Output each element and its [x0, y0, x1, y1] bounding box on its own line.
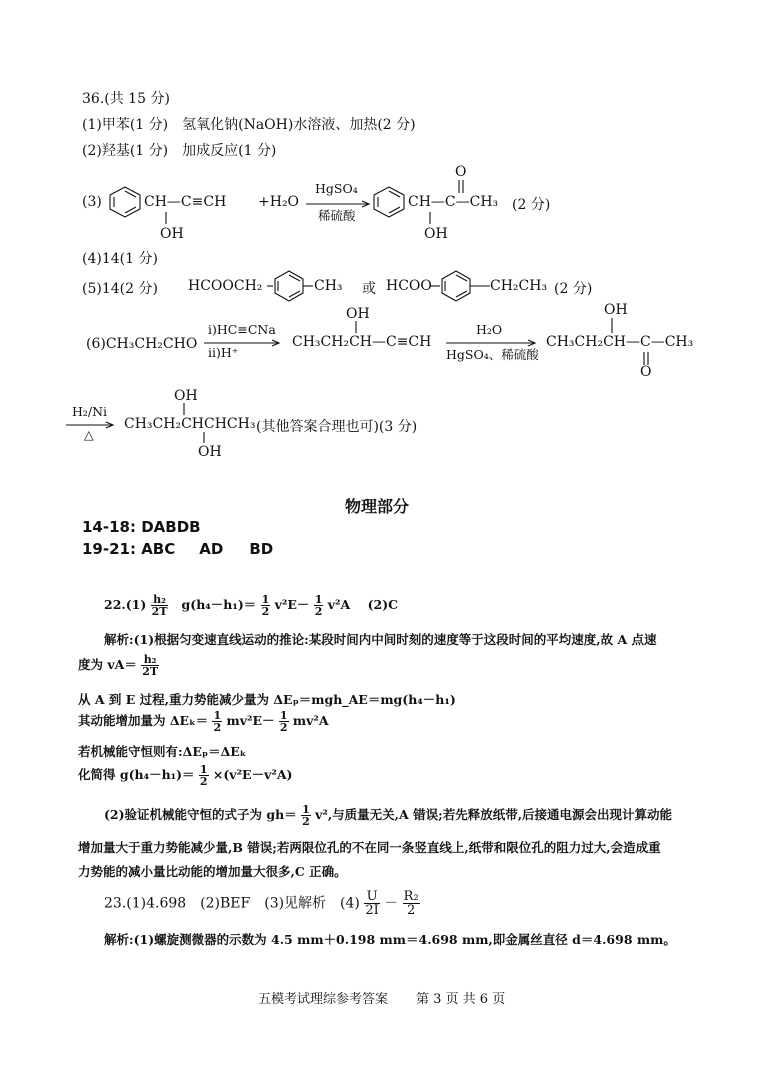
q22-analysis-4: 其动能增加量为 ΔEₖ＝ $\frac{1}{2}$ mv²E－ $\frac{1}{2}$ mv²A — [78, 709, 329, 734]
reagent-hgso4-acid: HgSO₄、稀硫酸 — [446, 347, 539, 362]
isomer-right: HCOO — [386, 278, 432, 294]
chem-answer-2: (2)羟基(1 分) 加成反应(1 分) — [82, 143, 277, 159]
oh-bond — [354, 321, 358, 334]
final-oh-top: OH — [174, 388, 198, 404]
q22-analysis-9: 力势能的减小量比动能的增加量大很多,C 正确。 — [78, 864, 347, 879]
reagent-h-plus: ⅱ)H⁺ — [208, 345, 239, 360]
mc-answers-19-21: 19-21: ABC AD BD — [82, 540, 274, 558]
heat-symbol: △ — [84, 427, 94, 442]
synthesis-final: CH₃CH₂CHCHCH₃ — [124, 416, 256, 432]
final-oh-bottom: OH — [198, 444, 222, 460]
synthesis-mid-oh: OH — [346, 306, 370, 322]
q23-analysis: 解析:(1)螺旋测微器的示数为 4.5 mm＋0.198 mm＝4.698 mm,即金属丝直径 d＝4.698 mm。 — [104, 932, 676, 947]
q22-answer-line: 22.(1) $\frac{\text{h₂}}{2T}$ g(h₄－h₁)＝ $\frac{1}{2}$ v²E－ $\frac{1}{2}$ v²A (2)C — [104, 593, 399, 618]
oh-bond — [164, 212, 168, 226]
chem-answer-3-score: (2 分) — [512, 197, 551, 213]
isomer-left-tail: CH₃ — [314, 278, 343, 294]
carbonyl-double-bond — [456, 180, 466, 194]
footer-page-number: 第 3 页 共 6 页 — [416, 992, 506, 1007]
q22-analysis-5: 若机械能守恒则有:ΔEₚ＝ΔEₖ — [78, 744, 247, 759]
chem-answer-5-score: (2 分) — [554, 281, 593, 297]
reagent-hgso4: HgSO₄ — [315, 181, 358, 196]
product-o: O — [455, 164, 467, 180]
q23-answer-line: 23.(1)4.698 (2)BEF (3)见解析 (4) $\frac{U}{2I}$ － $\frac{\text{R₂}}{2}$ — [104, 889, 419, 918]
synthesis-ketone: CH₃CH₂CH—C—CH₃ — [546, 334, 694, 350]
footer-title: 五模考试理综参考答案 — [258, 992, 389, 1007]
reagent-water: H₂O — [476, 322, 503, 337]
chem-answer-1: (1)甲苯(1 分) 氢氧化钠(NaOH)水溶液、加热(2 分) — [82, 117, 416, 133]
q22-analysis-1: 解析:(1)根据匀变速直线运动的推论:某段时间内中间时刻的速度等于这段时间的平均速度,故 A 点速 — [104, 632, 657, 647]
q22-analysis-3: 从 A 到 E 过程,重力势能减少量为 ΔEₚ＝mgh_AE＝mg(h₄－h₁) — [78, 692, 456, 707]
reactant-chain: CH—C≡CH — [144, 194, 227, 210]
oh-bond — [428, 212, 432, 226]
plus-water: +H₂O — [258, 194, 300, 210]
chem-answer-6-note: (其他答案合理也可)(3 分) — [256, 419, 418, 435]
reagent-dilute-acid: 稀硫酸 — [318, 208, 356, 223]
synthesis-mid: CH₃CH₂CH—C≡CH — [292, 334, 432, 350]
isomer-left: HCOOCH₂ — [188, 278, 263, 294]
oh-bond — [610, 318, 614, 334]
synthesis-start: (6)CH₃CH₂CHO — [86, 336, 198, 352]
q22-analysis-8: 增加量大于重力势能减少量,B 错误;若两限位孔的不在同一条竖直线上,纸带和限位孔的阻力过大,会造成重 — [78, 840, 661, 855]
q22-analysis-2: 度为 vA＝ $\frac{\text{h₂}}{2T}$ — [78, 653, 159, 678]
product-oh: OH — [424, 226, 448, 242]
benzene-ring-icon — [267, 270, 315, 302]
benzene-ring-icon — [108, 186, 142, 218]
benzene-ring-icon — [430, 270, 492, 302]
isomer-right-tail: CH₂CH₃ — [490, 278, 548, 294]
physics-section-title: 物理部分 — [345, 497, 410, 516]
ketone-o: O — [640, 364, 652, 380]
chem-answer-5-label: (5)14(2 分) — [82, 281, 158, 297]
chem-answer-4: (4)14(1 分) — [82, 251, 158, 267]
ketone-oh: OH — [604, 302, 628, 318]
product-chain: CH—C—CH₃ — [408, 194, 499, 210]
benzene-ring-icon — [372, 186, 406, 218]
mc-answers-14-18: 14-18: DABDB — [82, 518, 201, 536]
chem-answer-3-label: (3) — [82, 194, 102, 210]
reactant-oh: OH — [160, 226, 184, 242]
q22-analysis-6: 化简得 g(h₄－h₁)＝ $\frac{1}{2}$ ×(v²E－v²A) — [78, 763, 293, 788]
or-text: 或 — [362, 281, 376, 297]
q22-analysis-7: (2)验证机械能守恒的式子为 gh＝ $\frac{1}{2}$ v²,与质量无关,A 错误;若先释放纸带,后接通电源会出现计算动能 — [104, 803, 673, 828]
oh-bond — [202, 432, 206, 444]
reagent-hccna: ⅰ)HC≡CNa — [208, 322, 276, 337]
oh-bond — [182, 403, 186, 416]
chem-question-header: 36.(共 15 分) — [82, 91, 170, 107]
reagent-h2-ni: H₂/Ni — [72, 404, 108, 419]
